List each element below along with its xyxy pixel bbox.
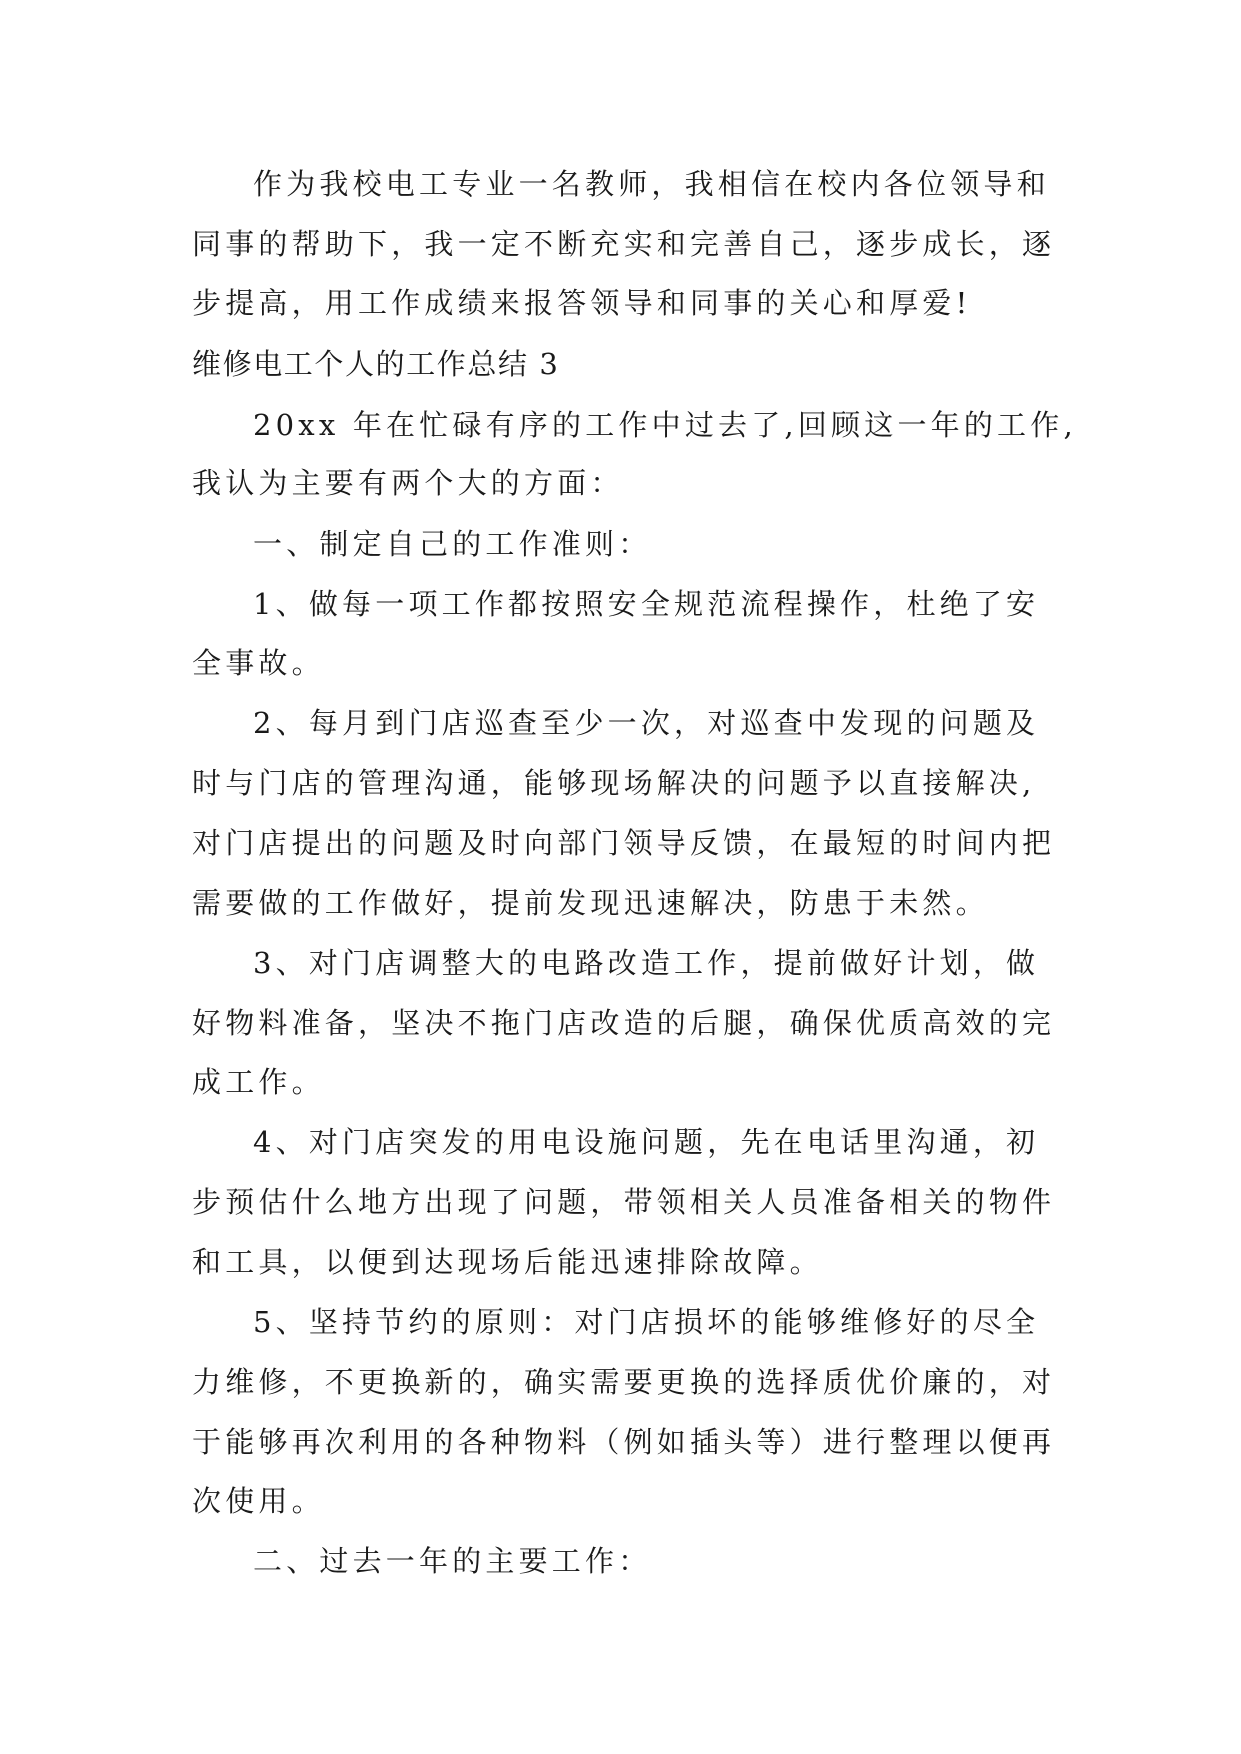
paragraph-line: 3、对门店调整大的电路改造工作，提前做好计划，做	[253, 946, 1040, 980]
paragraph-line: 次使用。	[192, 1484, 325, 1518]
paragraph-line: 步提高，用工作成绩来报答领导和同事的关心和厚爱!	[192, 286, 972, 320]
paragraph-line: 二、过去一年的主要工作：	[253, 1544, 652, 1578]
paragraph-line: 全事故。	[192, 646, 325, 680]
paragraph-line: 好物料准备，坚决不拖门店改造的后腿，确保优质高效的完	[192, 1006, 1056, 1040]
paragraph-line: 时与门店的管理沟通，能够现场解决的问题予以直接解决,	[192, 766, 1036, 800]
paragraph-line: 需要做的工作做好，提前发现迅速解决，防患于未然。	[192, 886, 989, 920]
paragraph-line: 4、对门店突发的用电设施问题，先在电话里沟通，初	[253, 1125, 1040, 1159]
paragraph-line: 一、制定自己的工作准则：	[253, 527, 652, 561]
paragraph-line: 我认为主要有两个大的方面：	[192, 466, 624, 500]
paragraph-line: 1、做每一项工作都按照安全规范流程操作，杜绝了安	[253, 587, 1040, 621]
paragraph-line: 作为我校电工专业一名教师，我相信在校内各位领导和	[253, 167, 1050, 201]
paragraph-line: 2、每月到门店巡查至少一次，对巡查中发现的问题及	[253, 706, 1040, 740]
paragraph-line: 同事的帮助下，我一定不断充实和完善自己，逐步成长，逐	[192, 227, 1056, 261]
paragraph-line: 步预估什么地方出现了问题，带领相关人员准备相关的物件	[192, 1185, 1056, 1219]
paragraph-line: 对门店提出的问题及时向部门领导反馈，在最短的时间内把	[192, 826, 1056, 860]
paragraph-line: 20xx 年在忙碌有序的工作中过去了,回顾这一年的工作,	[253, 408, 1077, 442]
paragraph-line: 和工具，以便到达现场后能迅速排除故障。	[192, 1245, 823, 1279]
paragraph-line: 成工作。	[192, 1065, 325, 1099]
paragraph-line: 力维修，不更换新的，确实需要更换的选择质优价廉的，对	[192, 1365, 1056, 1399]
section-heading: 维修电工个人的工作总结 3	[192, 347, 560, 381]
paragraph-line: 5、坚持节约的原则：对门店损坏的能够维修好的尽全	[253, 1305, 1040, 1339]
paragraph-line: 于能够再次利用的各种物料（例如插头等）进行整理以便再	[192, 1425, 1056, 1459]
